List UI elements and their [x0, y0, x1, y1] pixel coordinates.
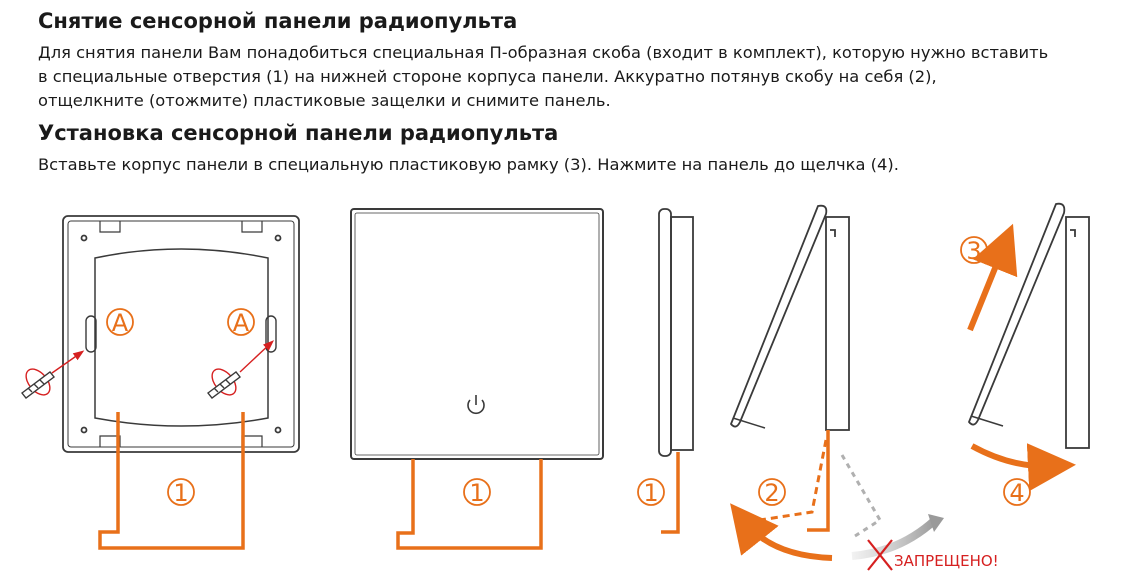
remove-section-title: Снятие сенсорной панели радиопульта [38, 9, 518, 33]
step-1-side [638, 479, 664, 507]
forbidden-arrow [852, 520, 935, 556]
mounting-frame [63, 216, 299, 452]
label-a-right [228, 309, 254, 337]
svg-text:A: A [111, 309, 129, 337]
step-3 [961, 237, 987, 265]
panel-front [351, 209, 603, 459]
step-4 [1004, 479, 1030, 507]
step-1-frame [168, 479, 194, 507]
label-a-left [107, 309, 133, 337]
remove-text-line-1: Для снятия панели Вам понадобиться специальная П-образная скоба (входит в комплект), которую нужно вставить [38, 43, 1049, 62]
remove-text-line-2: в специальные отверстия (1) на нижней стороне корпуса панели. Аккуратно потянув скобу на себя (2), [38, 67, 937, 86]
screw-arrow-left [52, 352, 82, 373]
forbidden-path [842, 455, 880, 536]
svg-text:A: A [232, 309, 250, 337]
install-text: Вставьте корпус панели в специальную пластиковую рамку (3). Нажмите на панель до щелчка (4). [38, 155, 899, 174]
remove-text-line-3: отщелкните (отожмите) пластиковые защелки и снимите панель. [38, 91, 611, 110]
forbidden-label: ЗАПРЕЩЕНО! [894, 552, 999, 570]
panel-side [659, 209, 693, 456]
screw-arrow-right [240, 342, 272, 372]
panel-tilted-install [969, 204, 1089, 448]
install-section-title: Установка сенсорной панели радиопульта [38, 121, 559, 145]
staple-frame [100, 412, 243, 548]
svg-text:4: 4 [1009, 479, 1025, 507]
svg-text:1: 1 [173, 479, 189, 507]
screw-icon [21, 365, 54, 400]
power-icon [468, 395, 484, 413]
step-2 [759, 479, 785, 507]
svg-text:1: 1 [469, 479, 485, 507]
panel-tilted-remove [731, 206, 849, 430]
press-arrow [972, 446, 1052, 466]
svg-text:1: 1 [643, 479, 659, 507]
screw-icon [207, 365, 240, 400]
svg-text:3: 3 [966, 237, 982, 265]
svg-text:2: 2 [764, 479, 780, 507]
pull-arrow [745, 522, 832, 558]
step-1-panel [464, 479, 490, 507]
